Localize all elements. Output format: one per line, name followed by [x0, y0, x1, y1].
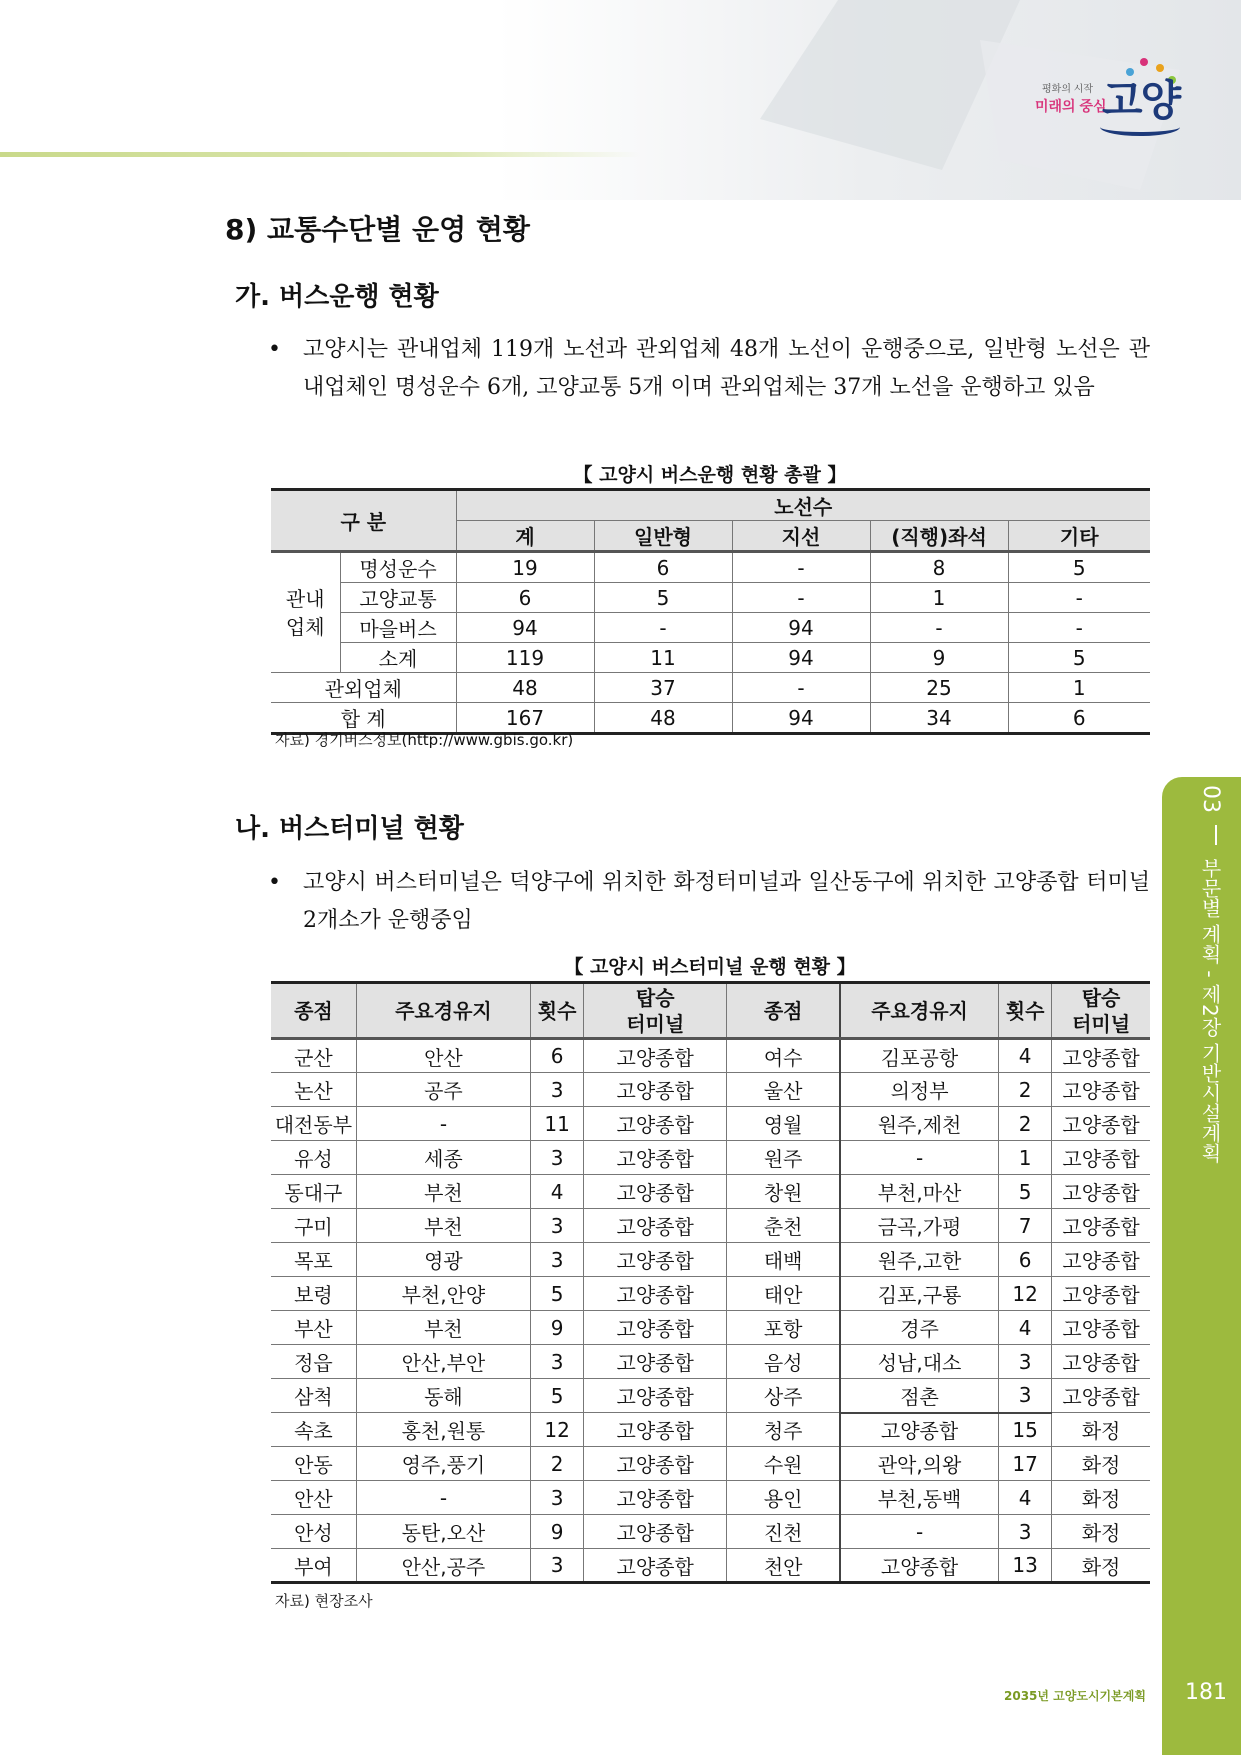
cell: 창원 [727, 1175, 840, 1209]
table-row [271, 1345, 1150, 1379]
cell: 고양종합 [840, 1549, 999, 1583]
column-header: 횟수 [999, 983, 1052, 1039]
cell: 고양종합 [584, 1277, 727, 1311]
cell: 고양종합 [1052, 1243, 1150, 1277]
cell: 5 [999, 1175, 1052, 1209]
header-rule [0, 152, 640, 157]
cell: 17 [999, 1447, 1052, 1481]
cell: 상주 [727, 1379, 840, 1413]
cell: 고양종합 [1052, 1345, 1150, 1379]
cell: 15 [999, 1413, 1052, 1447]
cell: 고양종합 [584, 1345, 727, 1379]
cell: 부천,동백 [840, 1481, 999, 1515]
cell: 영주,풍기 [356, 1447, 530, 1481]
cell: 25 [870, 673, 1008, 703]
cell: 고양종합 [584, 1141, 727, 1175]
cell: 고양종합 [1052, 1277, 1150, 1311]
cell: 5 [594, 583, 732, 613]
column-header: 탑승 터미널 [584, 983, 727, 1039]
table-source: 자료) 현장조사 [275, 1592, 373, 1610]
cell: - [1008, 613, 1150, 643]
table-row [271, 1549, 1150, 1583]
cell: 19 [456, 552, 594, 583]
cell: 고양종합 [584, 1379, 727, 1413]
cell: 고양종합 [840, 1413, 999, 1447]
cell: 동대구 [271, 1175, 356, 1209]
table-caption: 【 고양시 버스운행 현황 총괄 】 [573, 464, 847, 486]
cell: 유성 [271, 1141, 356, 1175]
bus-summary-table [271, 488, 1150, 735]
cell: 천안 [727, 1549, 840, 1583]
paragraph-a [270, 331, 1150, 407]
table-row [271, 1481, 1150, 1515]
cell: 부천,마산 [840, 1175, 999, 1209]
cell: 청주 [727, 1413, 840, 1447]
column-header: 종점 [727, 983, 840, 1039]
cell: 안산,부안 [356, 1345, 530, 1379]
cell: 고양종합 [1052, 1141, 1150, 1175]
cell: 고양종합 [584, 1107, 727, 1141]
cell: 고양종합 [584, 1243, 727, 1277]
subsection-title-b: 나. 버스터미널 현황 [235, 814, 464, 844]
cell: 화정 [1052, 1549, 1150, 1583]
divider [1215, 825, 1217, 845]
table-row [271, 1175, 1150, 1209]
table-row [271, 1073, 1150, 1107]
row-label: 마을버스 [340, 613, 456, 643]
cell: 금곡,가평 [840, 1209, 999, 1243]
cell: 11 [594, 643, 732, 673]
cell: 안산,공주 [356, 1549, 530, 1583]
bullet: • [268, 337, 281, 362]
cell: 48 [594, 703, 732, 734]
column-header: 주요경유지 [356, 983, 530, 1039]
cell: 안산 [271, 1481, 356, 1515]
table-row [271, 1141, 1150, 1175]
cell: 94 [732, 703, 870, 734]
cell: 부여 [271, 1549, 356, 1583]
table-row [271, 1209, 1150, 1243]
cell: 6 [456, 583, 594, 613]
row-label: 관외업체 [271, 673, 456, 703]
cell: 12 [999, 1277, 1052, 1311]
cell: 1 [1008, 673, 1150, 703]
column-header: 기타 [1008, 521, 1150, 552]
cell: 1 [999, 1141, 1052, 1175]
column-header: 횟수 [531, 983, 584, 1039]
row-label: 고양교통 [340, 583, 456, 613]
cell: 119 [456, 643, 594, 673]
cell: 대전동부 [271, 1107, 356, 1141]
cell: 화정 [1052, 1447, 1150, 1481]
cell: 목포 [271, 1243, 356, 1277]
chapter-label [1185, 785, 1225, 1163]
cell: 고양종합 [1052, 1379, 1150, 1413]
cell: 원주,고한 [840, 1243, 999, 1277]
cell: 김포,구룡 [840, 1277, 999, 1311]
cell: 경주 [840, 1311, 999, 1345]
cell: 9 [531, 1515, 584, 1549]
logo-name: 고양 [1102, 76, 1180, 125]
cell: 고양종합 [1052, 1039, 1150, 1073]
cell: 48 [456, 673, 594, 703]
cell: 고양종합 [584, 1311, 727, 1345]
cell: - [870, 613, 1008, 643]
cell: 2 [999, 1073, 1052, 1107]
logo-arc [1100, 118, 1180, 136]
cell: 세종 [356, 1141, 530, 1175]
column-header: 종점 [271, 983, 356, 1039]
cell: 고양종합 [584, 1209, 727, 1243]
cell: 3 [531, 1481, 584, 1515]
cell: 37 [594, 673, 732, 703]
cell: 의정부 [840, 1073, 999, 1107]
table-row [271, 1413, 1150, 1447]
table-row [271, 1107, 1150, 1141]
cell: 고양종합 [1052, 1209, 1150, 1243]
cell: 고양종합 [584, 1039, 727, 1073]
table-row [271, 1277, 1150, 1311]
cell: 여수 [727, 1039, 840, 1073]
cell: - [356, 1481, 530, 1515]
cell: 고양종합 [584, 1515, 727, 1549]
cell: 원주 [727, 1141, 840, 1175]
cell: 성남,대소 [840, 1345, 999, 1379]
cell: 3 [531, 1141, 584, 1175]
cell: 3 [531, 1345, 584, 1379]
cell: 4 [531, 1175, 584, 1209]
table-source: 자료) 경기버스정보(http://www.gbis.go.kr) [275, 731, 574, 749]
subsection-title-a: 가. 버스운행 현황 [235, 282, 439, 312]
cell: 진천 [727, 1515, 840, 1549]
cell: 7 [999, 1209, 1052, 1243]
row-label: 명성운수 [340, 552, 456, 583]
cell: 5 [1008, 643, 1150, 673]
logo-slogan-2: 미래의 중심 [1035, 98, 1107, 114]
cell: 태안 [727, 1277, 840, 1311]
chapter-title: 부문별 계획 - 제2장 기반시설계획 [1198, 857, 1222, 1164]
header-routes: 노선수 [456, 490, 1150, 521]
cell: 9 [870, 643, 1008, 673]
cell: 4 [999, 1481, 1052, 1515]
cell: 음성 [727, 1345, 840, 1379]
cell: 2 [999, 1107, 1052, 1141]
cell: 안성 [271, 1515, 356, 1549]
footer-doc-title: 2035년 고양도시기본계획 [1004, 1689, 1146, 1703]
cell: 고양종합 [584, 1481, 727, 1515]
cell: 부천 [356, 1175, 530, 1209]
table-body [271, 1039, 1150, 1583]
column-header: 탑승 터미널 [1052, 983, 1150, 1039]
cell: 화정 [1052, 1481, 1150, 1515]
cell: 삼척 [271, 1379, 356, 1413]
paragraph-b [270, 864, 1150, 940]
cell: 보령 [271, 1277, 356, 1311]
table-caption: 【 고양시 버스터미널 운행 현황 】 [564, 956, 856, 978]
cell: 김포공항 [840, 1039, 999, 1073]
cell: 6 [594, 552, 732, 583]
cell: 34 [870, 703, 1008, 734]
column-header: 일반형 [594, 521, 732, 552]
table-row [271, 1243, 1150, 1277]
cell: 3 [531, 1549, 584, 1583]
cell: - [732, 583, 870, 613]
cell: - [840, 1515, 999, 1549]
paragraph-text: 고양시 버스터미널은 덕양구에 위치한 화정터미널과 일산동구에 위치한 고양종합 터미널 2개소가 운행중임 [303, 870, 1150, 933]
cell: 동해 [356, 1379, 530, 1413]
cell: 13 [999, 1549, 1052, 1583]
cell: 고양종합 [584, 1175, 727, 1209]
cell: 3 [531, 1209, 584, 1243]
cell: 2 [531, 1447, 584, 1481]
cell: 고양종합 [584, 1549, 727, 1583]
cell: 수원 [727, 1447, 840, 1481]
cell: 8 [870, 552, 1008, 583]
column-header: 주요경유지 [840, 983, 999, 1039]
cell: 167 [456, 703, 594, 734]
cell: 부산 [271, 1311, 356, 1345]
cell: 고양종합 [1052, 1311, 1150, 1345]
cell: 점촌 [840, 1379, 999, 1413]
cell: 안동 [271, 1447, 356, 1481]
cell: 군산 [271, 1039, 356, 1073]
cell: 3 [999, 1379, 1052, 1413]
cell: 화정 [1052, 1413, 1150, 1447]
cell: 화정 [1052, 1515, 1150, 1549]
column-header: 지선 [732, 521, 870, 552]
cell: 6 [1008, 703, 1150, 734]
cell: 속초 [271, 1413, 356, 1447]
group-label: 관내 업체 [271, 552, 340, 673]
bus-terminal-table [271, 981, 1150, 1584]
cell: 정읍 [271, 1345, 356, 1379]
table-row [271, 1311, 1150, 1345]
section-title: 8) 교통수단별 운영 현황 [225, 213, 530, 246]
cell: 고양종합 [584, 1447, 727, 1481]
table-row [271, 1039, 1150, 1073]
cell: 영월 [727, 1107, 840, 1141]
cell: 94 [456, 613, 594, 643]
logo-slogan-1: 평화의 시작 [1042, 84, 1094, 95]
cell: 고양종합 [584, 1073, 727, 1107]
page-number: 181 [1185, 1680, 1227, 1705]
cell: 구미 [271, 1209, 356, 1243]
cell: 포항 [727, 1311, 840, 1345]
cell: 고양종합 [1052, 1107, 1150, 1141]
cell: 영광 [356, 1243, 530, 1277]
cell: 동탄,오산 [356, 1515, 530, 1549]
cell: 3 [531, 1073, 584, 1107]
cell: 94 [732, 643, 870, 673]
column-header: 계 [456, 521, 594, 552]
cell: 1 [870, 583, 1008, 613]
cell: - [732, 552, 870, 583]
cell: - [732, 673, 870, 703]
cell: 안산 [356, 1039, 530, 1073]
cell: 4 [999, 1039, 1052, 1073]
cell: 원주,제천 [840, 1107, 999, 1141]
cell: 춘천 [727, 1209, 840, 1243]
cell: 3 [999, 1515, 1052, 1549]
cell: 홍천,원통 [356, 1413, 530, 1447]
cell: 관악,의왕 [840, 1447, 999, 1481]
cell: 고양종합 [1052, 1073, 1150, 1107]
cell: 공주 [356, 1073, 530, 1107]
cell: 3 [999, 1345, 1052, 1379]
cell: 11 [531, 1107, 584, 1141]
bullet: • [268, 870, 281, 895]
cell: 고양종합 [584, 1413, 727, 1447]
cell: 울산 [727, 1073, 840, 1107]
cell: 9 [531, 1311, 584, 1345]
city-logo [1030, 50, 1190, 140]
cell: 3 [531, 1243, 584, 1277]
row-label: 합 계 [271, 703, 456, 734]
column-header: (직행)좌석 [870, 521, 1008, 552]
cell: 용인 [727, 1481, 840, 1515]
cell: 12 [531, 1413, 584, 1447]
cell: 4 [999, 1311, 1052, 1345]
cell: 6 [999, 1243, 1052, 1277]
logo-dot [1140, 58, 1148, 66]
cell: 5 [1008, 552, 1150, 583]
cell: 94 [732, 613, 870, 643]
chapter-number: 03 [1198, 785, 1223, 813]
cell: 부천 [356, 1209, 530, 1243]
cell: 5 [531, 1379, 584, 1413]
cell: 부천 [356, 1311, 530, 1345]
paragraph-text: 고양시는 관내업체 119개 노선과 관외업체 48개 노선이 운행중으로, 일반형 노선은 관내업체인 명성운수 6개, 고양교통 5개 이며 관외업체는 37개 노선을 운행하고 있음 [303, 337, 1150, 400]
cell: 6 [531, 1039, 584, 1073]
cell: 태백 [727, 1243, 840, 1277]
header-category: 구 분 [271, 490, 456, 552]
table-row [271, 1379, 1150, 1413]
table-row [271, 1447, 1150, 1481]
row-label: 소계 [340, 643, 456, 673]
cell: 5 [531, 1277, 584, 1311]
cell: - [840, 1141, 999, 1175]
cell: 고양종합 [1052, 1175, 1150, 1209]
cell: - [356, 1107, 530, 1141]
cell: 부천,안양 [356, 1277, 530, 1311]
table-row [271, 1515, 1150, 1549]
cell: - [594, 613, 732, 643]
cell: - [1008, 583, 1150, 613]
cell: 논산 [271, 1073, 356, 1107]
